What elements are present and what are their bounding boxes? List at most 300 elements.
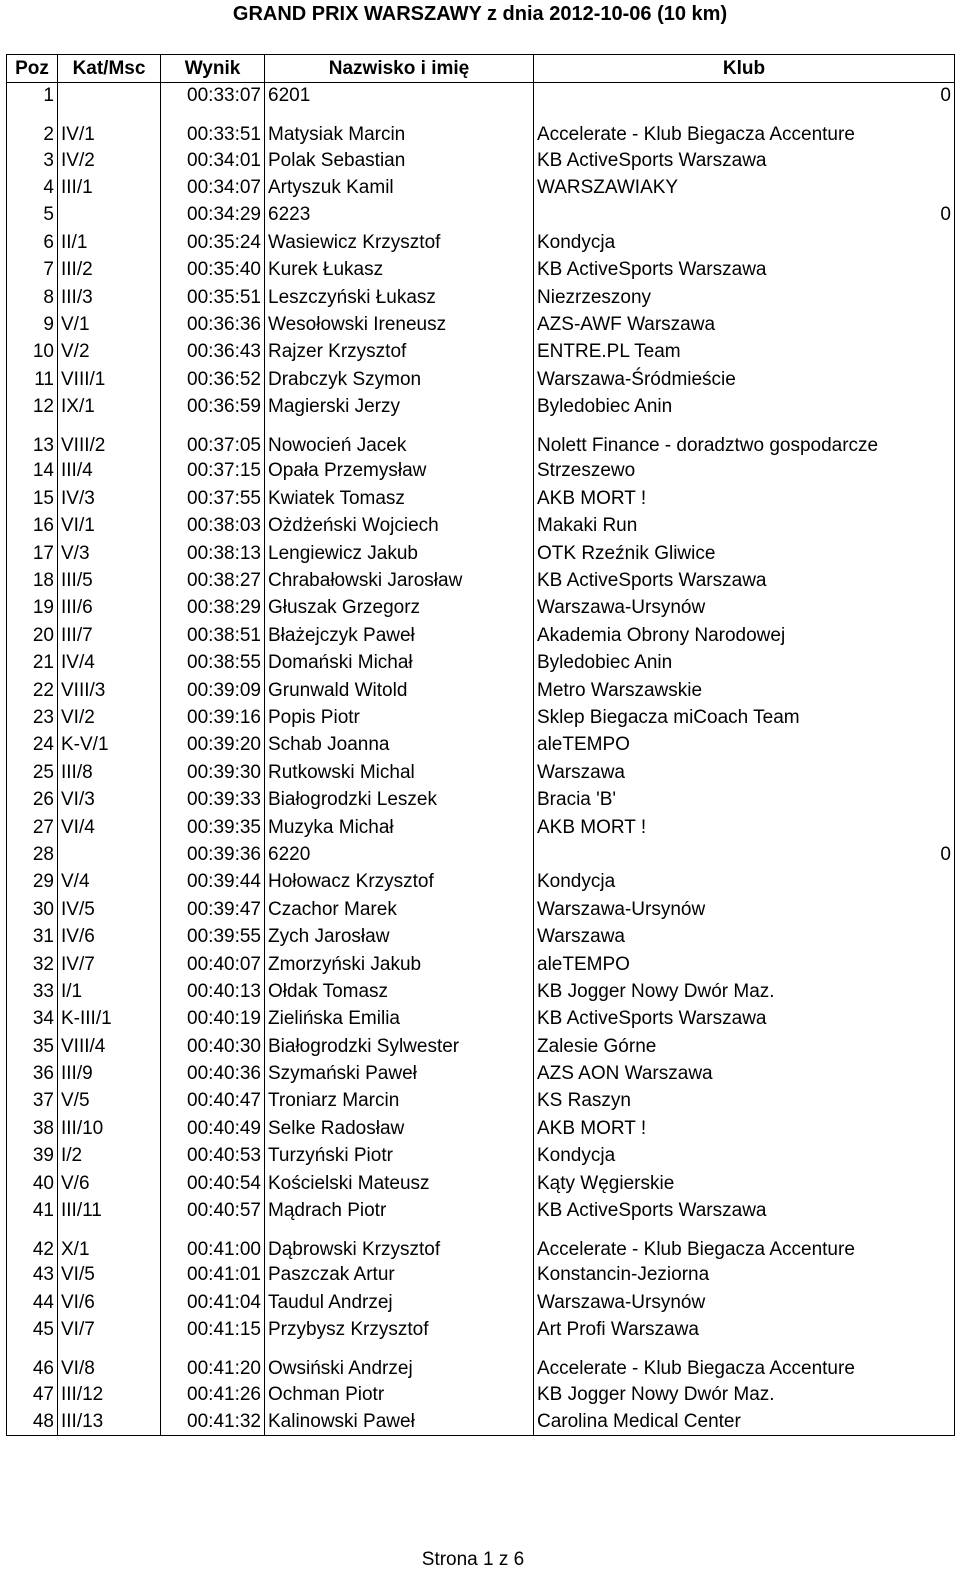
cell-name: Rajzer Krzysztof — [265, 339, 534, 366]
table-row — [7, 1344, 955, 1381]
cell-category: IV/2 — [58, 147, 161, 174]
cell-name: Muzyka Michał — [265, 814, 534, 841]
cell-position: 26 — [7, 786, 58, 813]
cell-club — [534, 513, 955, 540]
club-name: Makaki Run — [537, 515, 638, 537]
cell-club — [534, 110, 955, 147]
club-name: Nolett Finance - doradztwo gospodarcze — [537, 434, 879, 456]
club-name: Zalesie Górne — [537, 1035, 657, 1057]
cell-club — [534, 1143, 955, 1170]
cell-category: III/7 — [58, 622, 161, 649]
cell-position: 24 — [7, 732, 58, 759]
table-row — [7, 1088, 955, 1115]
header-category: Kat/Msc — [58, 55, 161, 83]
cell-result: 00:37:05 — [161, 421, 265, 458]
club-name: Warszawa-Ursynów — [537, 1291, 706, 1313]
cell-name: Czachor Marek — [265, 896, 534, 923]
results-table-header — [7, 55, 955, 83]
cell-result: 00:41:26 — [161, 1381, 265, 1408]
cell-result: 00:37:55 — [161, 485, 265, 512]
cell-club — [534, 1197, 955, 1224]
cell-name: 6220 — [265, 841, 534, 868]
cell-result: 00:41:32 — [161, 1408, 265, 1435]
club-name: Accelerate - Klub Biegacza Accenture — [537, 1357, 855, 1379]
cell-club — [534, 421, 955, 458]
cell-name: Kwiatek Tomasz — [265, 485, 534, 512]
cell-position: 17 — [7, 540, 58, 567]
cell-result: 00:39:09 — [161, 677, 265, 704]
table-row — [7, 841, 955, 868]
table-row — [7, 869, 955, 896]
cell-result: 00:41:01 — [161, 1262, 265, 1289]
cell-category: VI/4 — [58, 814, 161, 841]
page-title: GRAND PRIX WARSZAWY z dnia 2012-10-06 (10 km) — [232, 3, 728, 25]
cell-category — [58, 83, 161, 110]
club-name: Warszawa — [537, 926, 625, 948]
cell-category: V/3 — [58, 540, 161, 567]
cell-category: V/1 — [58, 311, 161, 338]
cell-position: 45 — [7, 1317, 58, 1344]
cell-club — [534, 951, 955, 978]
cell-category: VI/7 — [58, 1317, 161, 1344]
cell-category: II/1 — [58, 229, 161, 256]
cell-category: VI/2 — [58, 704, 161, 731]
cell-position: 47 — [7, 1381, 58, 1408]
cell-name: Kalinowski Paweł — [265, 1408, 534, 1435]
cell-category: IV/5 — [58, 896, 161, 923]
table-row — [7, 229, 955, 256]
cell-result: 00:37:15 — [161, 458, 265, 485]
cell-result: 00:40:53 — [161, 1143, 265, 1170]
cell-result: 00:39:20 — [161, 732, 265, 759]
cell-name: Białogrodzki Leszek — [265, 786, 534, 813]
table-row — [7, 339, 955, 366]
table-row — [7, 567, 955, 594]
cell-category: IV/6 — [58, 923, 161, 950]
cell-position: 43 — [7, 1262, 58, 1289]
cell-club — [534, 174, 955, 201]
cell-result: 00:33:07 — [161, 83, 265, 110]
club-name: Warszawa-Ursynów — [537, 597, 706, 619]
club-number: 0 — [940, 204, 951, 226]
cell-category: III/1 — [58, 174, 161, 201]
club-name: Byledobiec Anin — [537, 396, 673, 418]
cell-result: 00:41:15 — [161, 1317, 265, 1344]
cell-name: Ożdżeński Wojciech — [265, 513, 534, 540]
cell-name: Polak Sebastian — [265, 147, 534, 174]
cell-name: Turzyński Piotr — [265, 1143, 534, 1170]
table-row — [7, 1033, 955, 1060]
table-row — [7, 83, 955, 110]
cell-position: 16 — [7, 513, 58, 540]
cell-position: 35 — [7, 1033, 58, 1060]
cell-position: 12 — [7, 393, 58, 420]
table-row — [7, 174, 955, 201]
table-row — [7, 1115, 955, 1142]
club-name: Warszawa — [537, 761, 625, 783]
cell-club — [534, 978, 955, 1005]
cell-category: VI/1 — [58, 513, 161, 540]
cell-position: 25 — [7, 759, 58, 786]
club-name: Carolina Medical Center — [537, 1410, 741, 1432]
cell-category: VIII/1 — [58, 366, 161, 393]
cell-result: 00:39:55 — [161, 923, 265, 950]
cell-name: Zmorzyński Jakub — [265, 951, 534, 978]
cell-result: 00:41:20 — [161, 1344, 265, 1381]
table-row — [7, 513, 955, 540]
cell-result: 00:36:52 — [161, 366, 265, 393]
cell-name: Grunwald Witold — [265, 677, 534, 704]
cell-category: IV/1 — [58, 110, 161, 147]
cell-position: 32 — [7, 951, 58, 978]
club-name: AKB MORT ! — [537, 487, 647, 509]
club-name: aleTEMPO — [537, 953, 630, 975]
cell-club — [534, 485, 955, 512]
cell-position: 22 — [7, 677, 58, 704]
table-row — [7, 1262, 955, 1289]
cell-position: 42 — [7, 1225, 58, 1262]
cell-position: 7 — [7, 256, 58, 283]
table-row — [7, 1006, 955, 1033]
cell-club — [534, 393, 955, 420]
cell-category: IV/7 — [58, 951, 161, 978]
table-row — [7, 677, 955, 704]
table-row — [7, 896, 955, 923]
cell-result: 00:40:57 — [161, 1197, 265, 1224]
cell-position: 36 — [7, 1060, 58, 1087]
cell-name: Schab Joanna — [265, 732, 534, 759]
table-row — [7, 650, 955, 677]
cell-category: I/1 — [58, 978, 161, 1005]
cell-category: III/10 — [58, 1115, 161, 1142]
cell-name: Taudul Andrzej — [265, 1289, 534, 1316]
cell-name: Błażejczyk Paweł — [265, 622, 534, 649]
cell-result: 00:39:33 — [161, 786, 265, 813]
club-name: ENTRE.PL Team — [537, 341, 681, 363]
table-row — [7, 732, 955, 759]
cell-name: Magierski Jerzy — [265, 393, 534, 420]
cell-result: 00:40:49 — [161, 1115, 265, 1142]
cell-result: 00:41:00 — [161, 1225, 265, 1262]
cell-club — [534, 229, 955, 256]
cell-result: 00:40:30 — [161, 1033, 265, 1060]
cell-club — [534, 339, 955, 366]
cell-result: 00:35:40 — [161, 256, 265, 283]
cell-name: Opała Przemysław — [265, 458, 534, 485]
cell-name: 6223 — [265, 202, 534, 229]
cell-category: III/11 — [58, 1197, 161, 1224]
club-name: Warszawa-Ursynów — [537, 898, 706, 920]
cell-position: 2 — [7, 110, 58, 147]
cell-category: VIII/4 — [58, 1033, 161, 1060]
cell-category: III/2 — [58, 256, 161, 283]
cell-category: VIII/2 — [58, 421, 161, 458]
header-club: Klub — [534, 55, 955, 83]
club-name: Bracia 'B' — [537, 789, 617, 811]
table-row — [7, 284, 955, 311]
cell-position: 13 — [7, 421, 58, 458]
cell-position: 38 — [7, 1115, 58, 1142]
cell-position: 21 — [7, 650, 58, 677]
cell-club — [534, 814, 955, 841]
table-row — [7, 622, 955, 649]
cell-position: 40 — [7, 1170, 58, 1197]
cell-club — [534, 284, 955, 311]
cell-position: 31 — [7, 923, 58, 950]
cell-category: K-III/1 — [58, 1006, 161, 1033]
cell-name: Wesołowski Ireneusz — [265, 311, 534, 338]
cell-position: 3 — [7, 147, 58, 174]
cell-position: 5 — [7, 202, 58, 229]
cell-name: Owsiński Andrzej — [265, 1344, 534, 1381]
table-row — [7, 1197, 955, 1224]
cell-club — [534, 1381, 955, 1408]
cell-name: Wasiewicz Krzysztof — [265, 229, 534, 256]
cell-category: III/5 — [58, 567, 161, 594]
table-row — [7, 978, 955, 1005]
table-row — [7, 202, 955, 229]
table-row — [7, 485, 955, 512]
cell-club — [534, 1088, 955, 1115]
cell-club — [534, 923, 955, 950]
club-name: KB ActiveSports Warszawa — [537, 570, 767, 592]
cell-position: 1 — [7, 83, 58, 110]
cell-club — [534, 256, 955, 283]
cell-result: 00:40:36 — [161, 1060, 265, 1087]
cell-club — [534, 1225, 955, 1262]
cell-position: 18 — [7, 567, 58, 594]
cell-category: VI/6 — [58, 1289, 161, 1316]
cell-result: 00:34:07 — [161, 174, 265, 201]
cell-position: 29 — [7, 869, 58, 896]
page-footer: Strona 1 z 6 — [421, 1549, 525, 1570]
cell-result: 00:40:54 — [161, 1170, 265, 1197]
table-row — [7, 110, 955, 147]
table-row — [7, 458, 955, 485]
cell-name: Rutkowski Michal — [265, 759, 534, 786]
cell-category: III/3 — [58, 284, 161, 311]
club-name: KB ActiveSports Warszawa — [537, 259, 767, 281]
table-row — [7, 256, 955, 283]
cell-name: Drabczyk Szymon — [265, 366, 534, 393]
cell-name: Chrabałowski Jarosław — [265, 567, 534, 594]
cell-club — [534, 650, 955, 677]
cell-club — [534, 1408, 955, 1435]
cell-result: 00:38:27 — [161, 567, 265, 594]
table-row — [7, 1381, 955, 1408]
cell-result: 00:38:29 — [161, 595, 265, 622]
cell-name: 6201 — [265, 83, 534, 110]
cell-name: Paszczak Artur — [265, 1262, 534, 1289]
cell-name: Zielińska Emilia — [265, 1006, 534, 1033]
cell-position: 28 — [7, 841, 58, 868]
cell-club — [534, 1060, 955, 1087]
cell-position: 10 — [7, 339, 58, 366]
cell-position: 20 — [7, 622, 58, 649]
cell-category: IX/1 — [58, 393, 161, 420]
cell-club — [534, 458, 955, 485]
cell-position: 39 — [7, 1143, 58, 1170]
cell-category: IV/4 — [58, 650, 161, 677]
cell-result: 00:39:30 — [161, 759, 265, 786]
cell-name: Szymański Paweł — [265, 1060, 534, 1087]
club-number: 0 — [940, 843, 951, 865]
table-row — [7, 421, 955, 458]
cell-position: 14 — [7, 458, 58, 485]
cell-result: 00:40:47 — [161, 1088, 265, 1115]
cell-category: III/6 — [58, 595, 161, 622]
cell-position: 34 — [7, 1006, 58, 1033]
cell-club — [534, 677, 955, 704]
results-table — [6, 54, 955, 1436]
cell-club — [534, 1115, 955, 1142]
cell-name: Popis Piotr — [265, 704, 534, 731]
table-row — [7, 595, 955, 622]
cell-club — [534, 869, 955, 896]
cell-club — [534, 540, 955, 567]
cell-result: 00:38:03 — [161, 513, 265, 540]
club-name: KS Raszyn — [537, 1090, 631, 1112]
cell-result: 00:39:47 — [161, 896, 265, 923]
cell-result: 00:40:07 — [161, 951, 265, 978]
cell-name: Przybysz Krzysztof — [265, 1317, 534, 1344]
cell-result: 00:36:59 — [161, 393, 265, 420]
cell-category: VI/5 — [58, 1262, 161, 1289]
cell-club — [534, 759, 955, 786]
table-row — [7, 759, 955, 786]
cell-club — [534, 366, 955, 393]
club-name: KB Jogger Nowy Dwór Maz. — [537, 1383, 775, 1405]
cell-name: Mądrach Piotr — [265, 1197, 534, 1224]
cell-name: Ołdak Tomasz — [265, 978, 534, 1005]
club-name: Kondycja — [537, 871, 616, 893]
cell-category — [58, 841, 161, 868]
cell-club — [534, 732, 955, 759]
club-name: WARSZAWIAKY — [537, 176, 679, 198]
header-result: Wynik — [161, 55, 265, 83]
cell-position: 27 — [7, 814, 58, 841]
cell-result: 00:35:51 — [161, 284, 265, 311]
cell-club — [534, 704, 955, 731]
cell-club — [534, 311, 955, 338]
table-row — [7, 366, 955, 393]
cell-name: Leszczyński Łukasz — [265, 284, 534, 311]
cell-result: 00:39:35 — [161, 814, 265, 841]
table-row — [7, 704, 955, 731]
cell-club — [534, 1289, 955, 1316]
cell-club — [534, 896, 955, 923]
cell-club — [534, 1170, 955, 1197]
cell-club — [534, 567, 955, 594]
cell-name: Kurek Łukasz — [265, 256, 534, 283]
cell-position: 46 — [7, 1344, 58, 1381]
cell-category: I/2 — [58, 1143, 161, 1170]
cell-category: III/8 — [58, 759, 161, 786]
table-row — [7, 1317, 955, 1344]
table-row — [7, 393, 955, 420]
club-name: Kondycja — [537, 1145, 616, 1167]
cell-name: Zych Jarosław — [265, 923, 534, 950]
cell-result: 00:39:36 — [161, 841, 265, 868]
cell-result: 00:34:01 — [161, 147, 265, 174]
table-row — [7, 1170, 955, 1197]
table-row — [7, 923, 955, 950]
club-name: AKB MORT ! — [537, 1117, 647, 1139]
cell-category: V/4 — [58, 869, 161, 896]
cell-category — [58, 202, 161, 229]
cell-category: V/5 — [58, 1088, 161, 1115]
cell-result: 00:33:51 — [161, 110, 265, 147]
club-name: Warszawa-Śródmieście — [537, 368, 736, 390]
cell-category: IV/3 — [58, 485, 161, 512]
cell-club — [534, 595, 955, 622]
club-name: Konstancin-Jeziorna — [537, 1264, 710, 1286]
cell-club — [534, 1317, 955, 1344]
cell-category: III/12 — [58, 1381, 161, 1408]
cell-name: Głuszak Grzegorz — [265, 595, 534, 622]
cell-category: VIII/3 — [58, 677, 161, 704]
club-name: Accelerate - Klub Biegacza Accenture — [537, 123, 855, 145]
cell-position: 30 — [7, 896, 58, 923]
cell-club — [534, 1006, 955, 1033]
cell-category: VI/3 — [58, 786, 161, 813]
cell-name: Kościelski Mateusz — [265, 1170, 534, 1197]
cell-result: 00:41:04 — [161, 1289, 265, 1316]
cell-name: Matysiak Marcin — [265, 110, 534, 147]
cell-name: Dąbrowski Krzysztof — [265, 1225, 534, 1262]
cell-club — [534, 786, 955, 813]
club-name: Strzeszewo — [537, 460, 636, 482]
table-row — [7, 786, 955, 813]
table-row — [7, 311, 955, 338]
cell-name: Domański Michał — [265, 650, 534, 677]
cell-position: 19 — [7, 595, 58, 622]
cell-result: 00:36:36 — [161, 311, 265, 338]
cell-club — [534, 1262, 955, 1289]
cell-name: Troniarz Marcin — [265, 1088, 534, 1115]
club-name: Akademia Obrony Narodowej — [537, 624, 786, 646]
club-name: aleTEMPO — [537, 734, 630, 756]
header-name: Nazwisko i imię — [265, 55, 534, 83]
club-name: Art Profi Warszawa — [537, 1319, 699, 1341]
table-row — [7, 1289, 955, 1316]
cell-category: V/2 — [58, 339, 161, 366]
cell-result: 00:40:19 — [161, 1006, 265, 1033]
cell-position: 6 — [7, 229, 58, 256]
cell-club — [534, 622, 955, 649]
club-name: AZS-AWF Warszawa — [537, 313, 716, 335]
cell-name: Lengiewicz Jakub — [265, 540, 534, 567]
cell-category: X/1 — [58, 1225, 161, 1262]
club-name: Accelerate - Klub Biegacza Accenture — [537, 1238, 855, 1260]
cell-category: III/4 — [58, 458, 161, 485]
cell-position: 9 — [7, 311, 58, 338]
table-row — [7, 951, 955, 978]
cell-position: 41 — [7, 1197, 58, 1224]
table-row — [7, 1225, 955, 1262]
cell-position: 23 — [7, 704, 58, 731]
cell-position: 48 — [7, 1408, 58, 1435]
results-table-body — [7, 83, 955, 1436]
table-row — [7, 147, 955, 174]
club-name: Kąty Węgierskie — [537, 1172, 675, 1194]
table-row — [7, 814, 955, 841]
cell-category: VI/8 — [58, 1344, 161, 1381]
cell-name: Hołowacz Krzysztof — [265, 869, 534, 896]
cell-club — [534, 83, 955, 110]
cell-club — [534, 202, 955, 229]
cell-result: 00:38:51 — [161, 622, 265, 649]
